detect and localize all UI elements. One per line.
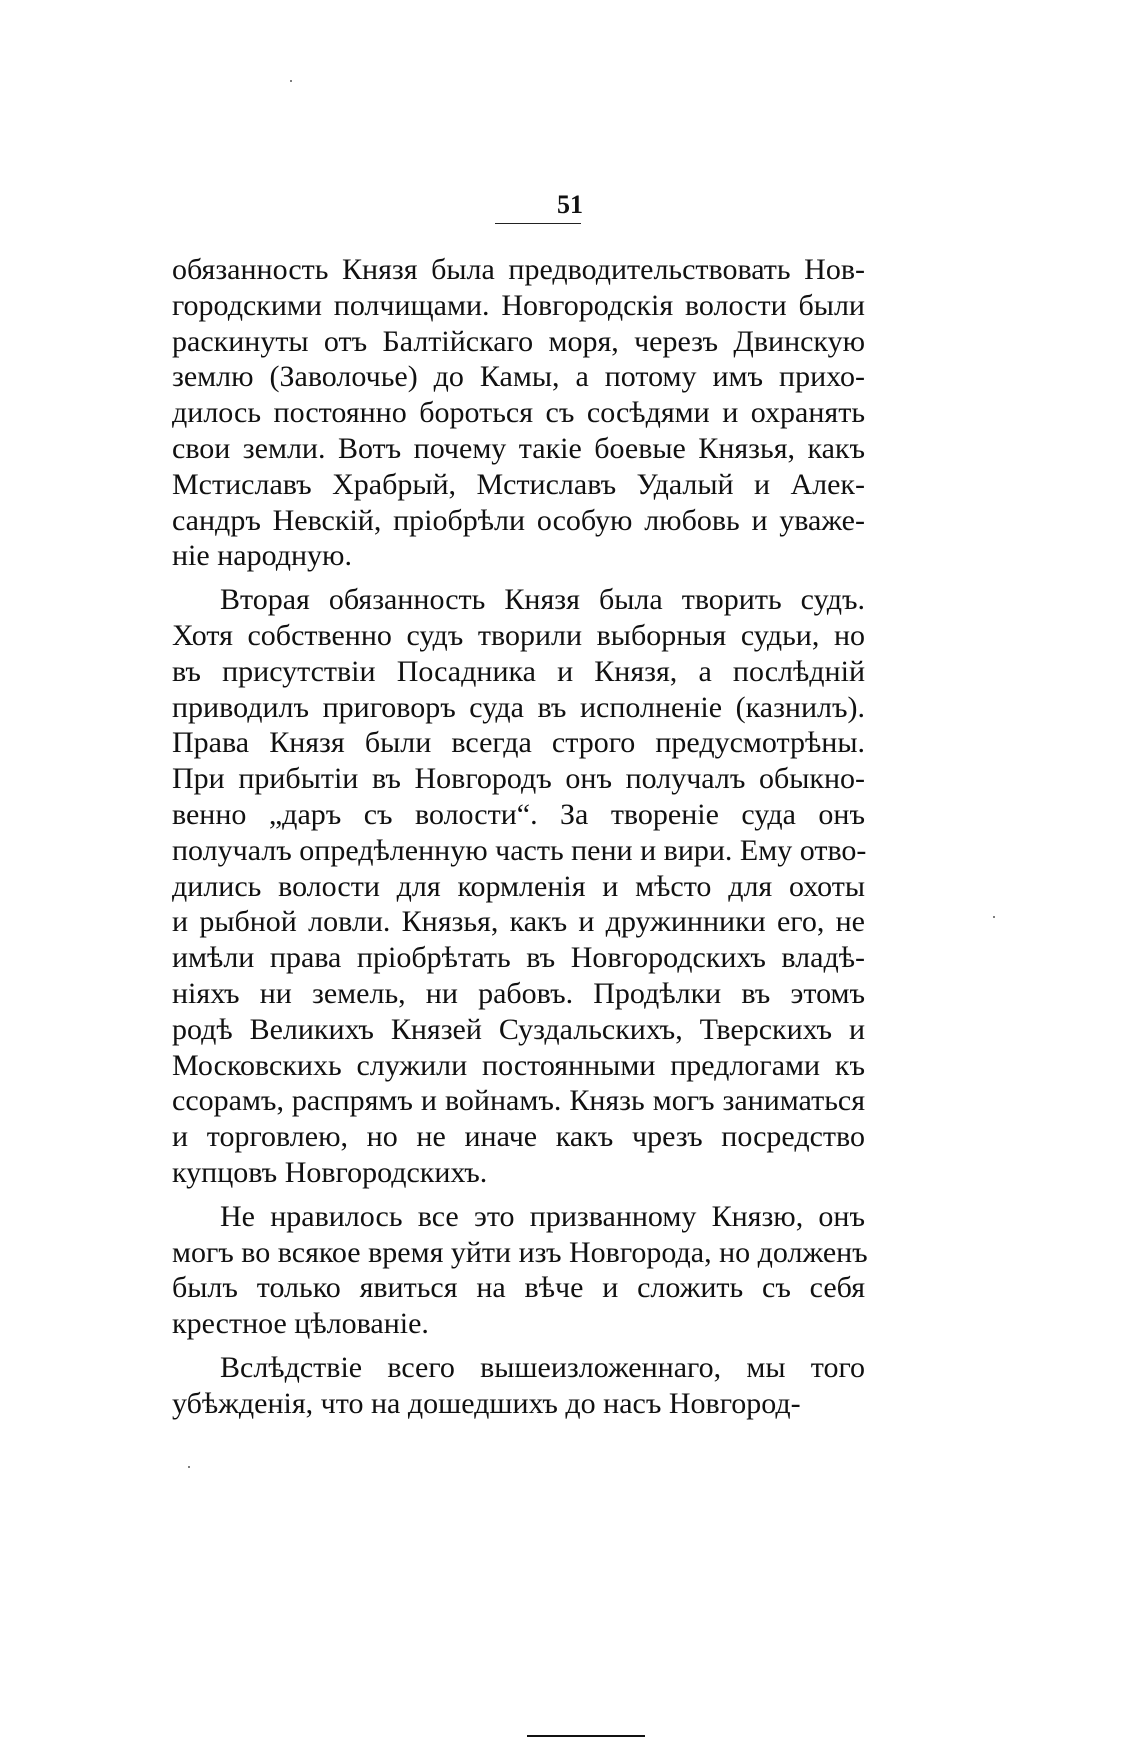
- text-line: раскинуты отъ Балтійскаго моря, черезъ Двинскую: [172, 324, 865, 358]
- paragraph: [172, 252, 865, 574]
- text-line: землю (Заволочье) до Камы, а потому имъ прихо-: [172, 360, 865, 394]
- text-line: купцовъ Новгородскихъ.: [172, 1155, 488, 1189]
- text-line: Хотя собственно судъ творили выборныя судьи, но: [172, 618, 865, 652]
- text-line: ссорамъ, распрямъ и войнамъ. Князь могъ заниматься: [172, 1084, 865, 1118]
- text-line: убѣжденія, что на дошедшихъ до насъ Новгород-: [172, 1386, 801, 1420]
- text-line: сандръ Невскій, пріобрѣли особую любовь и уваже-: [172, 503, 865, 537]
- text-line: Не нравилось все это призванному Князю, онъ: [220, 1199, 865, 1233]
- bottom-rule: [527, 1735, 645, 1737]
- paragraph: [172, 582, 865, 1191]
- text-line: ніяхъ ни земель, ни рабовъ. Продѣлки въ этомъ: [172, 976, 865, 1010]
- text-line: При прибытіи въ Новгородъ онъ получалъ обыкно-: [172, 762, 865, 796]
- text-line: дились волости для кормленія и мѣсто для охоты: [172, 869, 865, 903]
- scan-speck: [993, 916, 995, 918]
- text-line: Мстиславъ Храбрый, Мстиславъ Удалый и Алек-: [172, 467, 865, 501]
- text-line: городскими полчищами. Новгородскія волости были: [172, 288, 865, 322]
- text-line: крестное цѣлованіе.: [172, 1307, 429, 1341]
- paragraph: [172, 1199, 868, 1342]
- text-line: въ присутствіи Посадника и Князя, а послѣдній: [172, 654, 865, 688]
- page-number: 51: [557, 190, 583, 219]
- text-block: [172, 252, 868, 1422]
- text-line: обязанность Князя была предводительствовать Нов-: [172, 253, 865, 286]
- text-line: венно „даръ съ волости“. За твореніе суда онъ: [172, 797, 865, 831]
- text-line: родѣ Великихъ Князей Суздальскихъ, Тверскихъ и: [172, 1012, 865, 1046]
- text-line: могъ во всякое время уйти изъ Новгорода, но долженъ: [172, 1235, 868, 1269]
- text-line: ніе народную.: [172, 539, 352, 573]
- text-line: дилось постоянно бороться съ сосѣдями и охранять: [172, 396, 865, 430]
- text-line: свои земли. Вотъ почему такіе боевые Князья, какъ: [172, 431, 865, 465]
- text-line: и торговлею, но не иначе какъ чрезъ посредство: [172, 1120, 865, 1154]
- text-line: имѣли права пріобрѣтать въ Новгородскихъ владѣ-: [172, 941, 865, 975]
- text-line: Московскихь служили постоянными предлогами къ: [172, 1048, 865, 1082]
- page-number-rule: [495, 223, 581, 224]
- text-line: Вслѣдствіе всего вышеизложеннаго, мы того: [220, 1350, 865, 1384]
- text-line: Права Князя были всегда строго предусмотрѣны.: [172, 726, 865, 760]
- scan-speck: [188, 1466, 190, 1468]
- scan-speck: [290, 80, 292, 82]
- paragraph: [172, 1350, 865, 1422]
- text-line: Вторая обязанность Князя была творить судъ.: [220, 583, 865, 617]
- text-line: былъ только явиться на вѣче и сложить съ себя: [172, 1271, 865, 1305]
- text-line: и рыбной ловли. Князья, какъ и дружинники его, не: [172, 905, 865, 939]
- text-line: получалъ опредѣленную часть пени и вири. Ему отво-: [172, 833, 867, 867]
- text-line: приводилъ приговоръ суда въ исполненіе (казнилъ).: [172, 690, 865, 724]
